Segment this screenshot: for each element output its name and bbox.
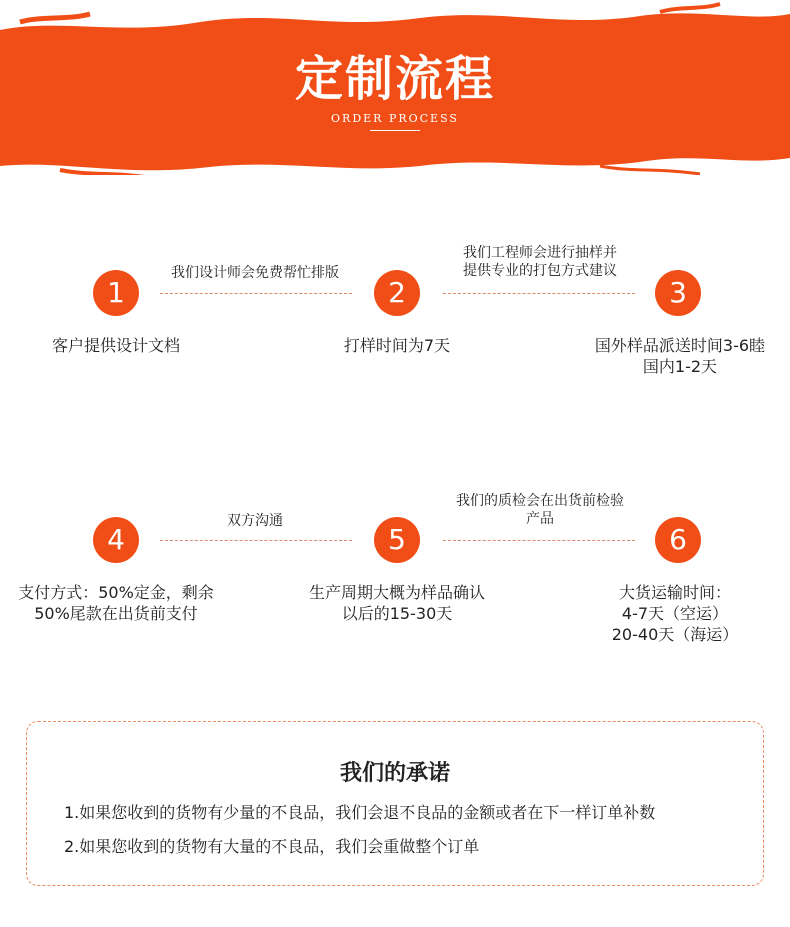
step-1-label [16,335,216,356]
subtitle-underline [370,130,420,131]
promise-item-1: 1.如果您收到的货物有少量的不良品，我们会退不良品的金额或者在下一样订单补数 [64,803,656,822]
step-label-line: 20-40天（海运） [611,625,739,644]
connector-line: 我们工程师会进行抽样并 [463,245,617,261]
connector-2-3-line [443,293,635,294]
step-4-label [6,582,226,624]
step-label-line: 客户提供设计文档 [51,336,180,355]
connector-line: 我们设计师会免费帮忙排版 [171,265,339,281]
step-label-line: 打样时间为7天 [343,336,451,355]
connector-line: 提供专业的打包方式建议 [463,263,617,279]
connector-2-3-text [430,244,650,280]
step-label-line: 50%尾款在出货前支付 [34,604,198,623]
step-label-line: 国外样品派送时间3-6睦 [594,336,766,355]
connector-1-2-text [150,264,360,282]
connector-line: 双方沟通 [227,513,283,529]
promise-box [26,721,764,886]
connector-4-5-text [150,512,360,530]
step-6-label [575,582,775,645]
step-4-circle: 4 [93,517,139,563]
promise-title: 我们的承诺 [339,761,450,786]
connector-line: 我们的质检会在出货前检验 [456,493,624,509]
connector-5-6-text [430,492,650,528]
step-5-circle: 5 [374,517,420,563]
step-2-label [297,335,497,356]
connector-line: 产品 [526,511,554,527]
step-5-label [287,582,507,624]
page-subtitle: ORDER PROCESS [331,112,459,125]
connector-1-2-line [160,293,352,294]
step-6-circle: 6 [655,517,701,563]
step-label-line: 以后的15-30天 [341,604,453,623]
step-label-line: 4-7天（空运） [621,604,729,623]
page-title: 定制流程 [294,51,495,107]
step-label-line: 国内1-2天 [642,357,718,376]
step-3-label [580,335,780,377]
step-label-line: 生产周期大概为样品确认 [308,583,485,602]
connector-4-5-line [160,540,352,541]
step-3-circle: 3 [655,270,701,316]
step-2-circle: 2 [374,270,420,316]
step-label-line: 支付方式：50%定金，剩余 [18,583,214,602]
step-label-line: 大货运输时间： [618,583,731,602]
promise-item-2: 2.如果您收到的货物有大量的不良品，我们会重做整个订单 [64,837,480,856]
connector-5-6-line [443,540,635,541]
step-1-circle: 1 [93,270,139,316]
